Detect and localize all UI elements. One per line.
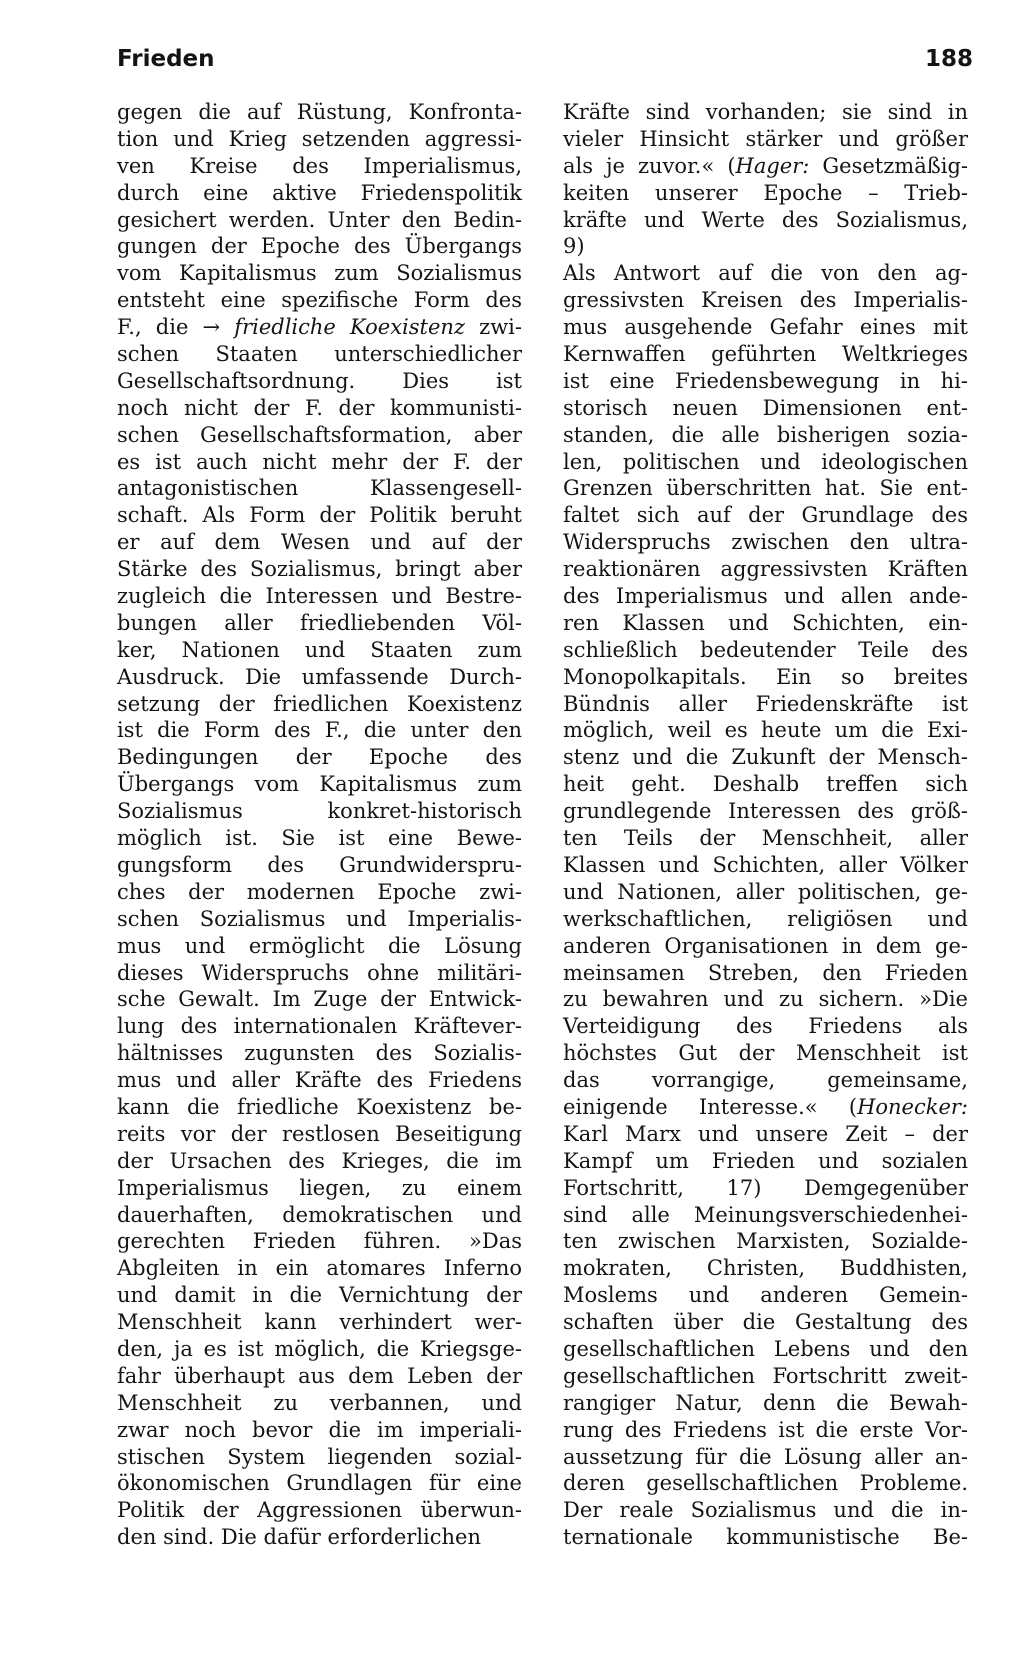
text-line: gesellschaftlichen Fortschritt zweit- [563, 1363, 968, 1388]
text-line: anderen Organisationen in dem ge- [563, 933, 968, 958]
text-line: dauerhaften, demokratischen und [117, 1202, 522, 1227]
text-line: schließlich bedeutender Teile des [563, 637, 968, 662]
text-line: werkschaftlichen, religiösen und [563, 906, 968, 931]
text-line: storisch neuen Dimensionen ent- [563, 395, 968, 420]
text-line: keiten unserer Epoche – Trieb- [563, 180, 968, 205]
text-line: dieses Widerspruchs ohne militäri- [117, 960, 522, 985]
text-line: Menschheit kann verhindert wer- [117, 1310, 522, 1335]
text-line: Bündnis aller Friedenskräfte ist [563, 691, 968, 716]
text-line: es ist auch nicht mehr der F. der [117, 449, 522, 474]
text-line: des Imperialismus und allen ande- [563, 584, 968, 609]
text-line: sche Gewalt. Im Zuge der Entwick- [117, 987, 522, 1012]
text-line: tion und Krieg setzenden aggressi- [117, 126, 522, 151]
text-line: mus und ermöglicht die Lösung [117, 933, 522, 958]
text-line: Karl Marx und unsere Zeit – der [563, 1121, 968, 1146]
text-segment: zwi- [464, 315, 522, 340]
text-line: zwar noch bevor die im imperiali- [117, 1417, 522, 1442]
text-line: noch nicht der F. der kommunisti- [117, 395, 522, 420]
text-line: schen Gesellschaftsformation, aber [117, 422, 522, 447]
text-line: Stärke des Sozialismus, bringt aber [117, 557, 522, 582]
text-line: setzung der friedlichen Koexistenz [117, 691, 522, 716]
text-line: er auf dem Wesen und auf der [117, 530, 522, 555]
text-line: Grenzen überschritten hat. Sie ent- [563, 476, 968, 501]
text-line: und damit in die Vernichtung der [117, 1283, 522, 1308]
text-line: rangiger Natur, denn die Bewah- [563, 1390, 968, 1415]
text-line: ökonomischen Grundlagen für eine [117, 1471, 522, 1496]
text-line: len, politischen und ideologischen [563, 449, 968, 474]
text-line: schaften über die Gestaltung des [563, 1310, 968, 1335]
text-line: ist die Form des F., die unter den [117, 718, 522, 743]
text-line: Kampf um Frieden und sozialen [563, 1148, 968, 1173]
text-line: rung des Friedens ist die erste Vor- [563, 1417, 968, 1442]
text-line: den sind. Die dafür erforderlichen [117, 1525, 482, 1550]
text-line: schen Sozialismus und Imperialis- [117, 906, 522, 931]
text-line [563, 1094, 968, 1121]
text-line: stischen System liegenden sozial- [117, 1444, 522, 1469]
text-segment: einigende Interesse.« ( [563, 1094, 858, 1119]
text-line: Imperialismus liegen, zu einem [117, 1175, 522, 1200]
text-line: möglich, weil es heute um die Exi- [563, 718, 968, 743]
text-line: gesellschaftlichen Lebens und den [563, 1336, 968, 1361]
text-line: Kernwaffen geführten Weltkrieges [563, 342, 968, 367]
text-line: antagonistischen Klassengesell- [117, 476, 522, 501]
text-segment: als je zuvor.« ( [563, 153, 736, 178]
text-line: heit geht. Deshalb treffen sich [563, 772, 968, 797]
text-line: ten zwischen Marxisten, Sozialde- [563, 1229, 968, 1254]
text-line: schaft. Als Form der Politik beruht [117, 503, 522, 528]
text-segment: F., die → [117, 315, 235, 340]
text-line: und Nationen, aller politischen, ge- [563, 879, 968, 904]
text-line: zugleich die Interessen und Bestre- [117, 584, 522, 609]
text-line: lung des internationalen Kräftever- [117, 1014, 522, 1039]
text-line: gerechten Frieden führen. »Das [117, 1229, 522, 1254]
italic-text: Hager: [735, 153, 810, 178]
text-line: ven Kreise des Imperialismus, [117, 153, 522, 178]
text-line: ist eine Friedensbewegung in hi- [563, 368, 968, 393]
text-line: ren Klassen und Schichten, ein- [563, 610, 968, 635]
text-segment: Gesetzmäßig- [809, 153, 968, 178]
text-line: möglich ist. Sie ist eine Bewe- [117, 826, 522, 851]
text-column-left [117, 99, 522, 1551]
text-line: hältnisses zugunsten des Sozialis- [117, 1041, 522, 1066]
text-line: Als Antwort auf die von den ag- [563, 261, 968, 286]
text-line: den, ja es ist möglich, die Kriegsge- [117, 1336, 522, 1361]
text-line: deren gesellschaftlichen Probleme. [563, 1471, 968, 1496]
text-line: reaktionären aggressivsten Kräften [563, 557, 968, 582]
text-line: vom Kapitalismus zum Sozialismus [117, 261, 522, 286]
text-line: mus ausgehende Gefahr eines mit [563, 315, 968, 340]
text-line: sind alle Meinungsverschiedenhei- [563, 1202, 968, 1227]
text-line: meinsamen Streben, den Frieden [563, 960, 968, 985]
text-line: durch eine aktive Friedenspolitik [117, 180, 522, 205]
text-line: vieler Hinsicht stärker und größer [563, 126, 968, 151]
text-line: höchstes Gut der Menschheit ist [563, 1041, 968, 1066]
text-line: bungen aller friedliebenden Völ- [117, 610, 522, 635]
italic-text: Honecker: [857, 1094, 968, 1119]
text-line: reits vor der restlosen Beseitigung [117, 1121, 522, 1146]
text-line: faltet sich auf der Grundlage des [563, 503, 968, 528]
text-column-right [563, 99, 968, 1551]
text-line: Verteidigung des Friedens als [563, 1014, 968, 1039]
text-line: grundlegende Interessen des größ- [563, 799, 968, 824]
text-line: Moslems und anderen Gemein- [563, 1283, 968, 1308]
italic-text: friedliche Koexistenz [234, 315, 465, 340]
text-line: 9) [563, 234, 585, 259]
text-line: gungsform des Grundwiderspru- [117, 852, 522, 877]
running-header-term: Frieden [117, 46, 215, 72]
text-line: Klassen und Schichten, aller Völker [563, 852, 968, 877]
text-line: Fortschritt, 17) Demgegenüber [563, 1175, 968, 1200]
text-line: standen, die alle bisherigen sozia- [563, 422, 968, 447]
text-line: mokraten, Christen, Buddhisten, [563, 1256, 968, 1281]
text-line: Ausdruck. Die umfassende Durch- [117, 664, 522, 689]
text-line: Kräfte sind vorhanden; sie sind in [563, 100, 968, 124]
text-line: ternationale kommunistische Be- [563, 1525, 968, 1550]
text-line: der Ursachen des Krieges, die im [117, 1148, 522, 1173]
text-line: gungen der Epoche des Übergangs [117, 234, 522, 259]
text-line: ten Teils der Menschheit, aller [563, 826, 968, 851]
text-line: fahr überhaupt aus dem Leben der [117, 1363, 522, 1388]
text-line: aussetzung für die Lösung aller an- [563, 1444, 968, 1469]
text-line: Gesellschaftsordnung. Dies ist [117, 368, 522, 393]
text-line: Übergangs vom Kapitalismus zum [117, 772, 522, 797]
text-line: Bedingungen der Epoche des [117, 745, 522, 770]
text-line: Menschheit zu verbannen, und [117, 1390, 522, 1415]
text-line: mus und aller Kräfte des Friedens [117, 1068, 522, 1093]
text-line: schen Staaten unterschiedlicher [117, 342, 522, 367]
text-line [563, 153, 968, 180]
text-line: Sozialismus konkret-historisch [117, 799, 522, 824]
text-line: Monopolkapitals. Ein so breites [563, 664, 968, 689]
text-line: Politik der Aggressionen überwun- [117, 1498, 522, 1523]
text-line: zu bewahren und zu sichern. »Die [563, 987, 968, 1012]
text-line: kann die friedliche Koexistenz be- [117, 1094, 522, 1119]
text-line: gressivsten Kreisen des Imperialis- [563, 288, 968, 313]
text-line [117, 314, 522, 341]
text-line: kräfte und Werte des Sozialismus, [563, 207, 968, 232]
text-line: Der reale Sozialismus und die in- [563, 1498, 968, 1523]
text-line: Abgleiten in ein atomares Inferno [117, 1256, 522, 1281]
page-number: 188 [924, 46, 973, 72]
text-line: Widerspruchs zwischen den ultra- [563, 530, 968, 555]
text-line: ches der modernen Epoche zwi- [117, 879, 522, 904]
text-line: ker, Nationen und Staaten zum [117, 637, 522, 662]
text-line: entsteht eine spezifische Form des [117, 288, 522, 313]
text-line: das vorrangige, gemeinsame, [563, 1068, 968, 1093]
text-line: gegen die auf Rüstung, Konfronta- [117, 100, 522, 124]
text-line: stenz und die Zukunft der Mensch- [563, 745, 968, 770]
text-line: gesichert werden. Unter den Bedin- [117, 207, 522, 232]
